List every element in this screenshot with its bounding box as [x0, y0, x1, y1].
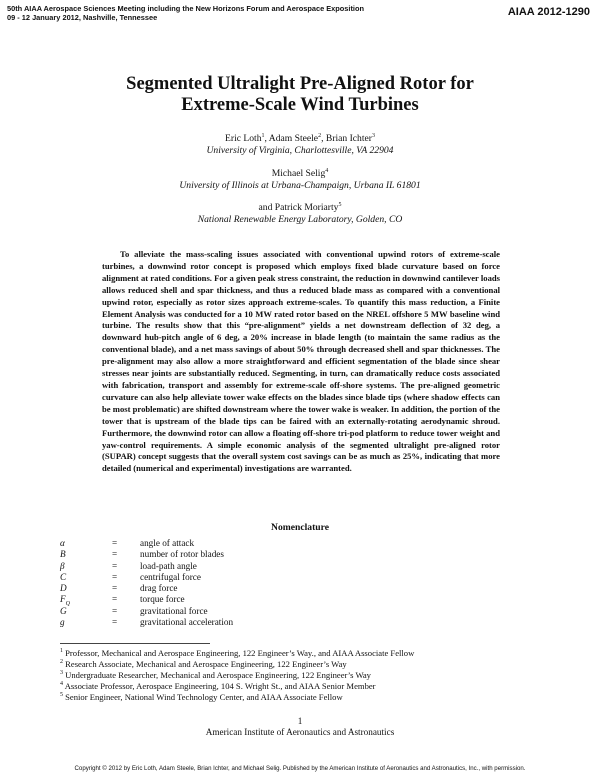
- paper-title: [0, 74, 600, 116]
- footnote: $^2$ Research Associate, Mechanical and Aerospace Engineering, 122 Engineer’s Way: [60, 659, 347, 669]
- paper-number: AIAA 2012-1290: [507, 6, 590, 18]
- author-group-1: [0, 133, 600, 156]
- conference-header: [7, 5, 364, 22]
- conference-line-1: 50th AIAA Aerospace Sciences Meeting including the New Horizons Forum and Aerospace Exposition: [7, 4, 365, 13]
- nomenclature-item: C = centrifugal force: [60, 571, 201, 582]
- publisher-line: American Institute of Aeronautics and Astronautics: [205, 727, 395, 737]
- abstract: To alleviate the mass-scaling issues associated with conventional upwind rotors of extreme-scale turbines, a downwind rotor concept is proposed which employs fixed blade curvature based on force alignment at rated conditions. For a given peak stress constraint, the reduction in downwind cantilever loads allows reduced shell and spar thickness, and thus a reduced blade mass as compared with a conventional upwind rotor, especially as rotor sizes approach extreme-scales. To quantify this mass reduction, a Finite Element Analysis was conducted for a 10 MW rated rotor based on the NREL offshore 5 MW baseline wind turbine. The results show that this “pre-alignment” yields a net downstream deflection of 32 deg, a downward hub-pitch angle of 6 deg, a 20% increase in blade length (to maintain the same radius as the conventional blade), and a net mass savings of about 50% through decreased shell and spar thicknesses. The pre-alignment may also allow a more straightforward and efficient segmentation of the blade since shear stresses near joints are substantially reduced. Segmenting, in turn, can dramatically reduce costs associated with fabrication, transport and assembly for extreme-scale off-shore systems. The pre-aligned geometric curvature can also help alleviate tower wake effects on the blades since blade tips (where shadow effects can be most problematic) are shifted downstream where the tower wake is weaker. In addition, the portion of the tower that is upstream of the blade tips can be faired with an externally-rotating aerodynamic shroud. Furthermore, the downwind rotor can allow a floating off-shore tri-pod platform to reduce tower weight and yaw-control requirements. A simple economic analysis of the segmented ultralight pre-aligned rotor (SUPAR) concept suggests that the overall system cost savings can be as much as 25%, indicating that more detailed (numerical and experimental) investigations are warranted.: [102, 249, 500, 474]
- nomenclature-list: [60, 538, 360, 628]
- conference-line-2: 09 - 12 January 2012, Nashville, Tennessee: [7, 12, 158, 22]
- author-names: Michael Selig$^4$: [271, 168, 329, 179]
- nomenclature-item: D = drag force: [60, 583, 178, 594]
- author-group-3: [0, 202, 600, 225]
- nomenclature-item: $F_Q$ = torque force: [60, 594, 185, 608]
- nomenclature-item: β = load-path angle: [60, 560, 197, 571]
- nomenclature-item: B = number of rotor blades: [60, 549, 224, 560]
- copyright-line: Copyright © 2012 by Eric Loth, Adam Steele, Brian Ichter, and Michael Selig. Published by the American Institute of Aeronautics and Astronautics, Inc., with permission.: [74, 765, 526, 772]
- author-group-2: [0, 168, 600, 191]
- nomenclature-heading: Nomenclature: [271, 522, 329, 533]
- footnote: $^1$ Professor, Mechanical and Aerospace Engineering, 122 Engineer’s Way., and AIAA Associate Fellow: [60, 648, 415, 658]
- author-names: and Patrick Moriarty$^5$: [258, 202, 342, 213]
- footnote-divider: [60, 643, 210, 644]
- title-line-1: Segmented Ultralight Pre-Aligned Rotor for: [126, 74, 474, 94]
- nomenclature-item: α = angle of attack: [60, 538, 195, 548]
- nomenclature-item: g = gravitational acceleration: [60, 617, 234, 628]
- page-number: 1: [297, 716, 303, 726]
- author-affiliation: National Renewable Energy Laboratory, Golden, CO: [197, 213, 403, 225]
- author-affiliation: University of Virginia, Charlottesville, VA 22904: [206, 144, 394, 156]
- nomenclature-item: G = gravitational force: [60, 605, 208, 616]
- author-affiliation: University of Illinois at Urbana-Champaign, Urbana IL 61801: [179, 179, 421, 191]
- title-line-2: Extreme-Scale Wind Turbines: [181, 95, 419, 115]
- footnotes: [60, 648, 414, 703]
- footnote: $^4$ Associate Professor, Aerospace Engineering, 104 S. Wright St., and AIAA Senior Member: [60, 681, 376, 691]
- author-names: Eric Loth$^1$, Adam Steele$^2$, Brian Ichter$^3$: [225, 133, 375, 144]
- footnote: $^5$ Senior Engineer, National Wind Technology Center, and AIAA Associate Fellow: [60, 692, 343, 702]
- footnote: $^3$ Undergraduate Researcher, Mechanical and Aerospace Engineering, 122 Engineer’s Way: [60, 670, 371, 680]
